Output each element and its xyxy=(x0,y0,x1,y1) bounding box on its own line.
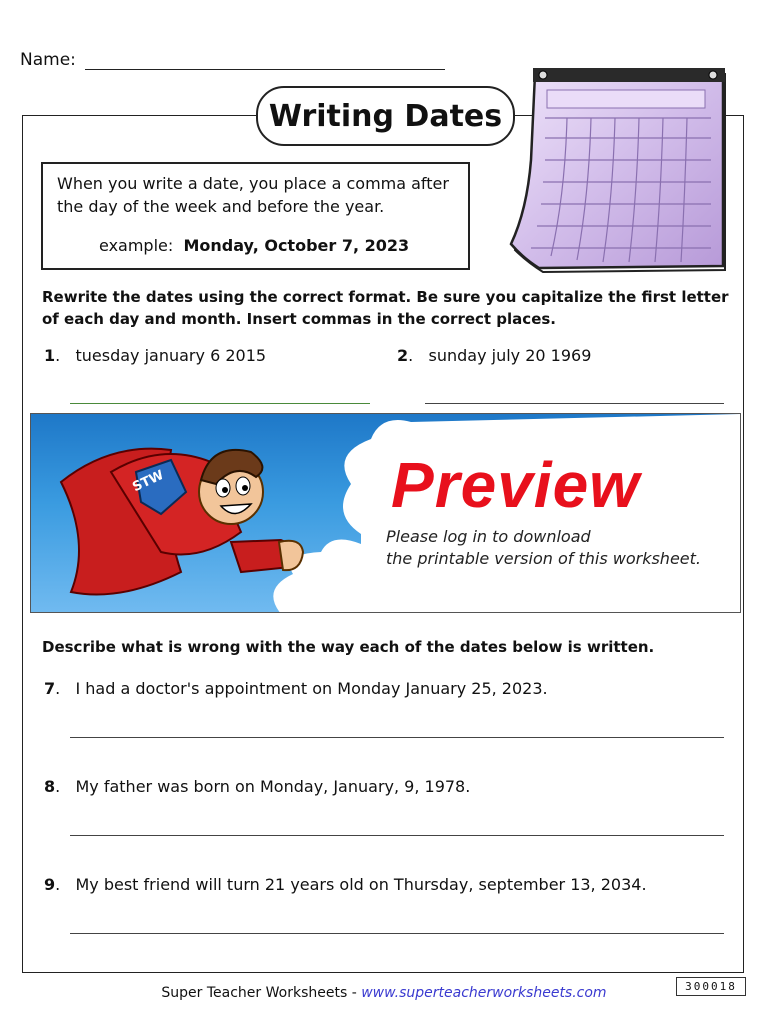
section1-instructions: Rewrite the dates using the correct format. Be sure you capitalize the first letter of each day and month. Insert commas in the correct places. xyxy=(42,288,729,328)
question-number: 8 xyxy=(44,777,56,796)
question-text: My father was born on Monday, January, 9, 1978. xyxy=(75,777,471,796)
question-number: 1 xyxy=(44,346,56,365)
question-number: 2 xyxy=(397,346,409,365)
question-number: 7 xyxy=(44,679,56,698)
answer-line-1[interactable] xyxy=(70,403,370,404)
footer-link[interactable]: www.superteacherworksheets.com xyxy=(361,985,607,1001)
footer-brand: Super Teacher Worksheets - xyxy=(161,985,357,1001)
question-number: 9 xyxy=(44,875,56,894)
question-9: 9. My best friend will turn 21 years old on Thursday, september 13, 2034. xyxy=(44,875,647,894)
superhero-mascot-icon xyxy=(51,422,311,612)
rule-box xyxy=(41,162,470,270)
answer-line-7[interactable] xyxy=(70,737,724,738)
answer-line-9[interactable] xyxy=(70,933,724,934)
name-label: Name: xyxy=(20,50,76,70)
preview-line-2: the printable version of this worksheet. xyxy=(386,549,701,568)
answer-line-8[interactable] xyxy=(70,835,724,836)
preview-banner[interactable] xyxy=(30,413,741,613)
question-text: tuesday january 6 2015 xyxy=(75,346,267,365)
preview-heading: Preview xyxy=(391,449,640,521)
preview-message xyxy=(386,526,701,570)
answer-line-2[interactable] xyxy=(425,403,724,404)
page-title-text: Writing Dates xyxy=(268,98,503,134)
mascot-badge: STW xyxy=(130,467,167,496)
worksheet-code: 300018 xyxy=(676,977,746,996)
question-text: My best friend will turn 21 years old on Thursday, september 13, 2034. xyxy=(75,875,647,894)
example-label: example: xyxy=(99,236,174,255)
question-1: 1. tuesday january 6 2015 xyxy=(44,346,267,365)
example xyxy=(99,236,409,255)
page-title xyxy=(256,86,515,146)
rule-text: When you write a date, you place a comma after the day of the week and before the year. xyxy=(57,174,449,216)
calendar-icon xyxy=(505,64,730,276)
question-text: sunday july 20 1969 xyxy=(428,346,592,365)
preview-line-1: Please log in to download xyxy=(386,527,591,546)
footer xyxy=(0,985,768,1001)
section2-instructions: Describe what is wrong with the way each of the dates below is written. xyxy=(42,638,655,656)
question-text: I had a doctor's appointment on Monday January 25, 2023. xyxy=(75,679,548,698)
question-7: 7. I had a doctor's appointment on Monday January 25, 2023. xyxy=(44,679,548,698)
question-2: 2. sunday july 20 1969 xyxy=(397,346,592,365)
name-answer-line[interactable] xyxy=(85,69,445,70)
question-8: 8. My father was born on Monday, January, 9, 1978. xyxy=(44,777,471,796)
example-value: Monday, October 7, 2023 xyxy=(183,236,410,255)
